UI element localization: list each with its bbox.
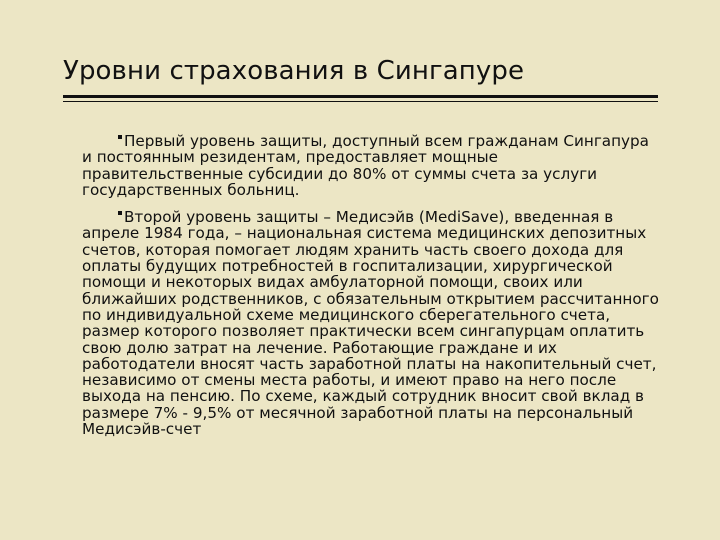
title-underline-thick — [63, 95, 658, 98]
paragraph-first-level — [82, 133, 662, 198]
bullet-icon — [118, 135, 122, 139]
slide-title: Уровни страхования в Сингапуре — [63, 56, 525, 86]
paragraph-text: Первый уровень защиты, доступный всем гражданам Сингапура и постоянным резидентам, предоставляет мощные правительственные субсидии до 80% от суммы счета за услуги государственных больниц. — [82, 132, 649, 199]
paragraph-text: Второй уровень защиты – Медисэйв (MediSave), введенная в апреле 1984 года, – национальная система медицинских депозитных счетов, которая помогает людям хранить часть своего дохода для оплаты будущих потребностей в госпитализации, хирургической помощи и некоторых видах амбулаторной помощи, своих или ближайших родственников, с обязательным открытием рассчитанного по индивидуальной схеме медицинского сберегательного счета, размер которого позволяет практически всем сингапурцам оплатить свою долю затрат на лечение. Работающие граждане и их работодатели вносят часть заработной платы на накопительный счет, независимо от смены места работы, и имеют право на него после выхода на пенсию. По схеме, каждый сотрудник вносит свой вклад в размере 7% - 9,5% от месячной заработной платы на персональный Медисэйв-счет — [82, 208, 659, 439]
bullet-icon — [118, 211, 122, 215]
slide-body — [82, 133, 662, 448]
paragraph-second-level — [82, 209, 662, 437]
title-underline-thin — [63, 101, 658, 102]
